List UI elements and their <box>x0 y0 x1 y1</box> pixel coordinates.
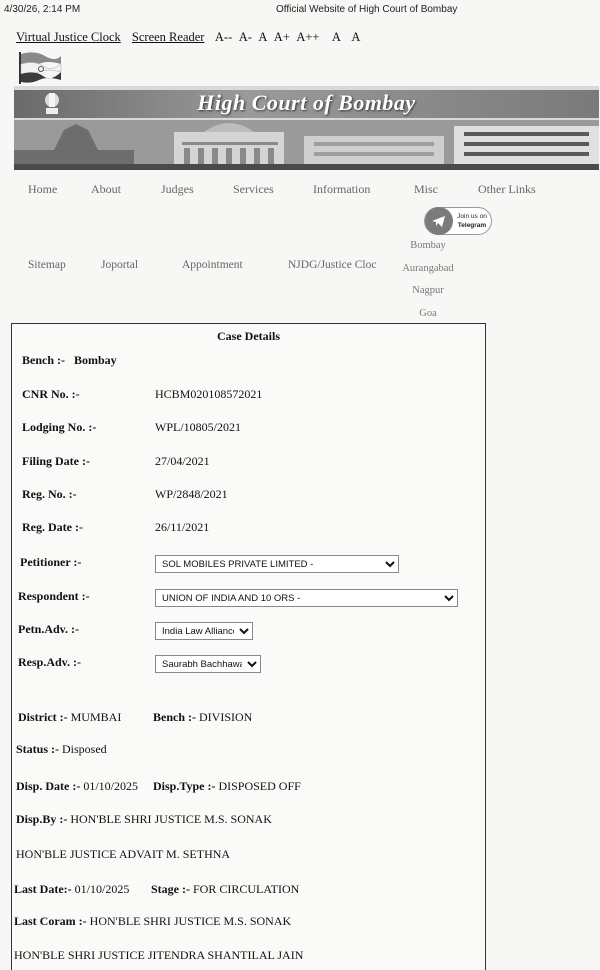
screen-reader-link[interactable]: Screen Reader <box>131 30 205 44</box>
last-coram-value: HON'BLE SHRI JUSTICE M.S. SONAK <box>89 914 292 928</box>
disp-by-label: Disp.By :- <box>16 812 68 826</box>
resp-adv-row <box>18 655 81 670</box>
cnr-label: CNR No. :- <box>22 387 80 401</box>
font-size-normal[interactable]: A <box>258 30 268 44</box>
petn-adv-label: Petn.Adv. :- <box>18 622 79 636</box>
reg-no-row <box>22 487 228 502</box>
last-coram-second-judge: HON'BLE SHRI JUSTICE JITENDRA SHANTILAL JAIN <box>14 948 304 962</box>
bench-type-label: Bench :- <box>153 710 196 724</box>
filing-date-row <box>22 454 210 469</box>
reg-date-row <box>22 520 210 535</box>
respondent-label: Respondent :- <box>18 589 90 603</box>
print-title: Official Website of High Court of Bombay <box>276 4 458 15</box>
font-size-smallest[interactable]: A-- <box>214 30 233 44</box>
bench-value: Bombay <box>74 353 117 367</box>
lodging-value: WPL/10805/2021 <box>155 420 241 434</box>
filing-date-label: Filing Date :- <box>22 454 90 468</box>
nav-home[interactable]: Home <box>28 182 58 196</box>
lodging-row <box>22 420 241 435</box>
disp-date-label: Disp. Date :- <box>16 779 81 793</box>
filing-date-value: 27/04/2021 <box>155 454 210 468</box>
nav-other-links[interactable]: Other Links <box>478 182 536 196</box>
stage-label: Stage :- <box>151 882 190 896</box>
disp-date-row <box>16 779 138 794</box>
font-size-larger[interactable]: A+ <box>273 30 290 44</box>
bench-row <box>22 353 117 368</box>
cnr-row <box>22 387 263 402</box>
respondent-row <box>18 589 90 604</box>
petitioner-select[interactable] <box>155 555 399 573</box>
disp-type-row <box>153 779 301 794</box>
stage-row <box>151 882 299 897</box>
font-size-smaller[interactable]: A- <box>238 30 252 44</box>
last-coram-row <box>14 914 291 929</box>
case-details-heading: Case Details <box>217 329 280 343</box>
nav-information[interactable]: Information <box>313 182 371 196</box>
status-label: Status :- <box>16 742 60 756</box>
disp-by-row <box>16 812 272 827</box>
bench-type-row <box>153 710 252 725</box>
accessibility-bar <box>16 30 364 45</box>
reg-no-label: Reg. No. :- <box>22 487 77 501</box>
telegram-join-button[interactable] <box>424 207 492 235</box>
site-banner <box>14 86 599 170</box>
last-date-row <box>14 882 129 897</box>
status-row <box>16 742 107 757</box>
nav-about[interactable]: About <box>91 182 121 196</box>
bench-dropdown-menu <box>398 240 458 330</box>
contrast-dark[interactable]: A <box>351 30 361 44</box>
lodging-label: Lodging No. :- <box>22 420 97 434</box>
disp-date-value: 01/10/2025 <box>83 779 138 793</box>
bench-menu-bombay[interactable]: Bombay <box>410 240 446 251</box>
disp-type-value: DISPOSED OFF <box>218 779 301 793</box>
district-row <box>18 710 121 725</box>
nav-joportal[interactable]: Joportal <box>101 259 139 271</box>
nav-services[interactable]: Services <box>233 182 274 196</box>
district-label: District :- <box>18 710 68 724</box>
nav-appointment[interactable]: Appointment <box>182 259 243 271</box>
stage-value: FOR CIRCULATION <box>193 882 300 896</box>
status-value: Disposed <box>62 742 107 756</box>
disp-by-value: HON'BLE SHRI JUSTICE M.S. SONAK <box>70 812 272 826</box>
nav-njdg-justice-clock[interactable]: NJDG/Justice Cloc <box>288 259 377 271</box>
nav-sitemap[interactable]: Sitemap <box>28 259 66 271</box>
case-details-panel <box>11 323 486 970</box>
bench-menu-goa[interactable]: Goa <box>419 307 437 319</box>
bench-menu-nagpur[interactable]: Nagpur <box>412 285 444 296</box>
bench-menu-aurangabad[interactable]: Aurangabad <box>402 262 454 274</box>
last-date-label: Last Date:- <box>14 882 72 896</box>
bench-label: Bench :- <box>22 353 65 367</box>
reg-date-label: Reg. Date :- <box>22 520 83 534</box>
petn-adv-select[interactable] <box>155 622 253 640</box>
petitioner-label: Petitioner :- <box>20 555 82 569</box>
reg-date-value: 26/11/2021 <box>155 520 210 534</box>
petn-adv-row <box>18 622 79 637</box>
resp-adv-select[interactable] <box>155 655 261 673</box>
reg-no-value: WP/2848/2021 <box>155 487 228 501</box>
last-coram-label: Last Coram :- <box>14 914 87 928</box>
respondent-select[interactable] <box>155 589 458 607</box>
flag-icon <box>17 50 63 84</box>
nav-judges[interactable]: Judges <box>161 182 194 196</box>
court-buildings-photo <box>14 120 599 170</box>
telegram-label: Join us on Telegram <box>457 213 487 229</box>
contrast-light[interactable]: A <box>331 30 341 44</box>
district-value: MUMBAI <box>70 710 122 724</box>
last-date-value: 01/10/2025 <box>74 882 130 896</box>
telegram-icon <box>425 207 453 235</box>
bench-type-value: DIVISION <box>199 710 253 724</box>
petitioner-row <box>20 555 81 570</box>
banner-title: High Court of Bombay <box>197 90 416 115</box>
cnr-value: HCBM020108572021 <box>155 387 263 401</box>
print-datetime: 4/30/26, 2:14 PM <box>4 4 81 15</box>
disp-by-second-judge: HON'BLE JUSTICE ADVAIT M. SETHNA <box>16 847 231 861</box>
nav-misc[interactable]: Misc <box>414 182 438 196</box>
font-size-largest[interactable]: A++ <box>296 30 320 44</box>
disp-type-label: Disp.Type :- <box>153 779 216 793</box>
virtual-justice-clock-link[interactable]: Virtual Justice Clock <box>16 30 121 44</box>
resp-adv-label: Resp.Adv. :- <box>18 655 82 669</box>
